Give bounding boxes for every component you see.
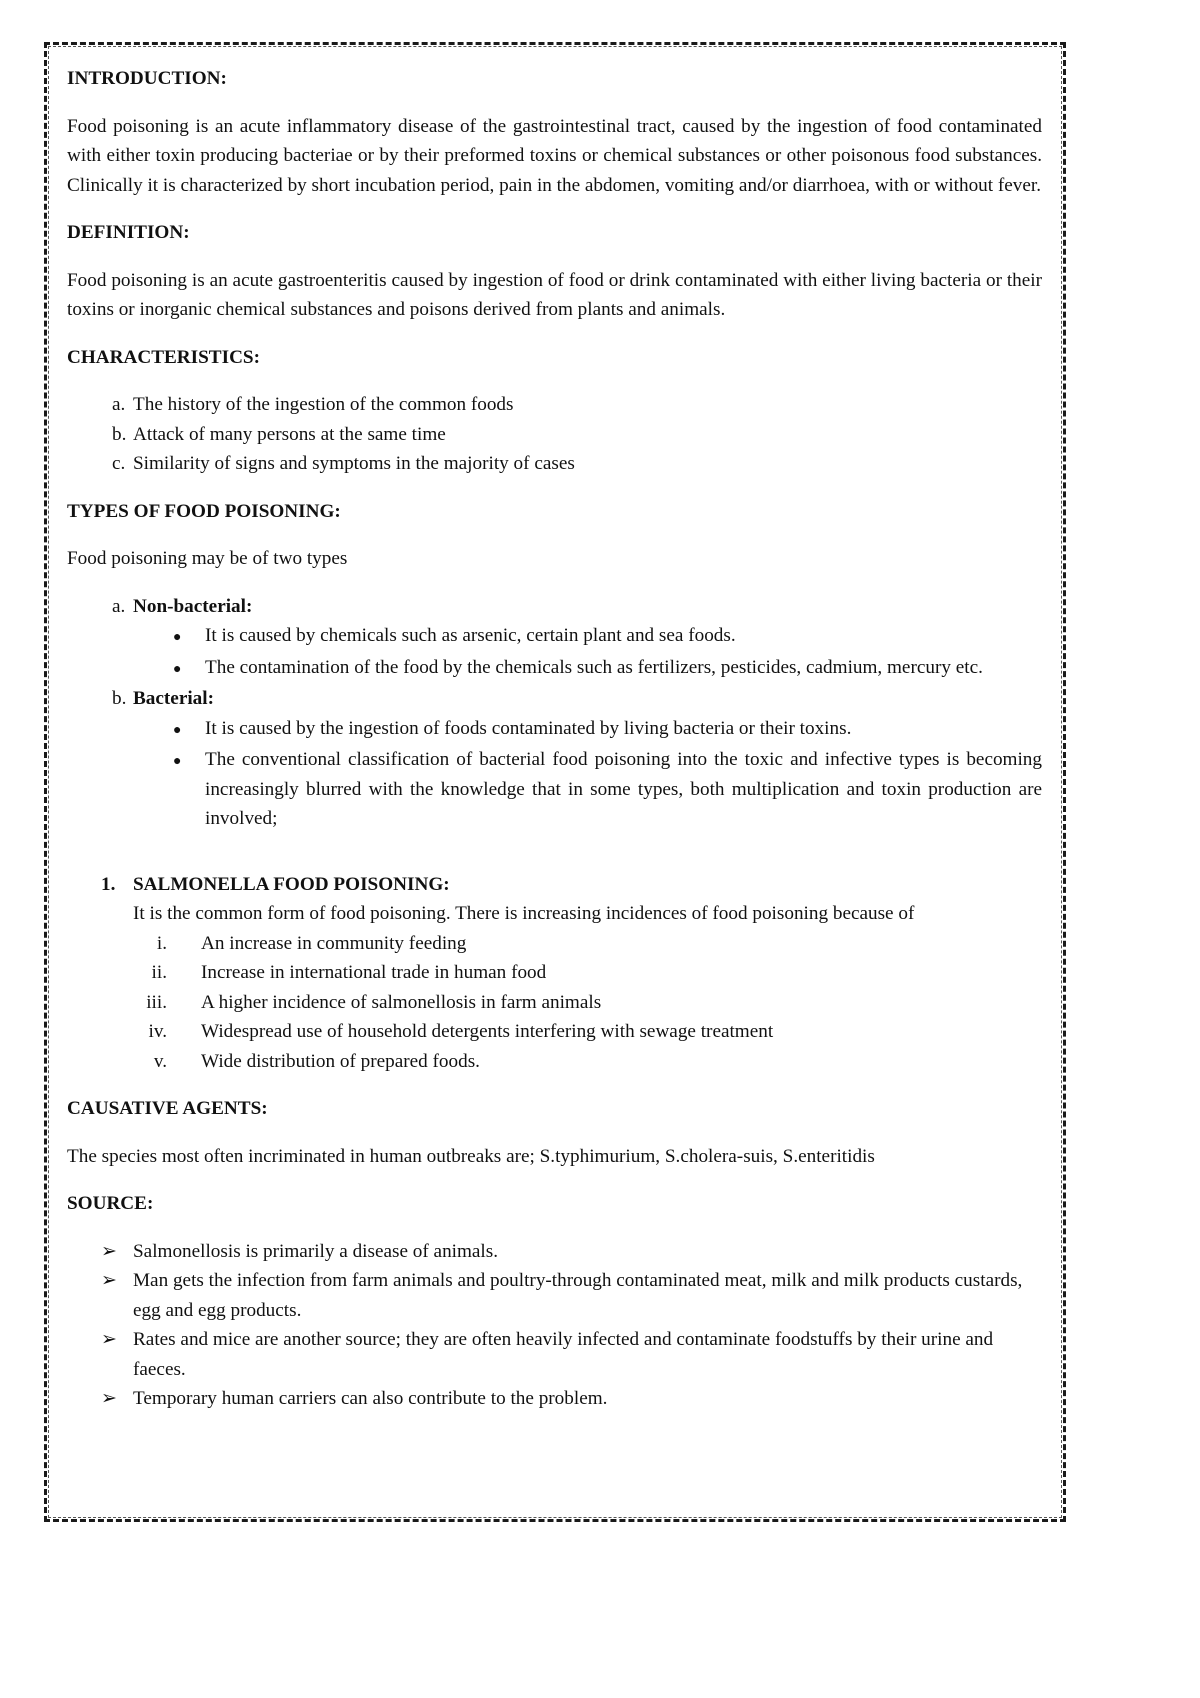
introduction-heading: INTRODUCTION: bbox=[67, 68, 227, 89]
list-item-text: The history of the ingestion of the common foods bbox=[133, 394, 514, 415]
bullet-item bbox=[67, 653, 1042, 685]
bullet-icon: ● bbox=[173, 630, 182, 645]
types-heading: TYPES OF FOOD POISONING: bbox=[67, 500, 341, 522]
list-item-text: Temporary human carriers can also contribute to the problem. bbox=[133, 1388, 608, 1409]
definition-paragraph: Food poisoning is an acute gastroenteritis caused by ingestion of food or drink contaminated with either living bacteria or their toxins or inorganic chemical substances and poisons derived from plants and animals. bbox=[67, 269, 1042, 320]
list-item-text: Attack of many persons at the same time bbox=[133, 423, 446, 445]
bullet-icon: ● bbox=[173, 754, 182, 769]
source-heading: SOURCE: bbox=[67, 1193, 154, 1214]
list-item bbox=[67, 929, 1042, 959]
list-item bbox=[67, 958, 1042, 988]
list-item-text: A higher incidence of salmonellosis in farm animals bbox=[201, 991, 602, 1013]
bullet-text: The conventional classification of bacterial food poisoning into the toxic and infective types is becoming increasingly blurred with the knowledge that in some types, both multiplication and toxin production are involved; bbox=[205, 749, 1042, 829]
characteristics-heading: CHARACTERISTICS: bbox=[67, 346, 260, 368]
non-bacterial-label: Non-bacterial: bbox=[133, 595, 253, 617]
list-item-text: Wide distribution of prepared foods. bbox=[201, 1050, 480, 1072]
salmonella-section bbox=[67, 870, 1042, 900]
types-intro: Food poisoning may be of two types bbox=[67, 548, 348, 569]
types-list-b bbox=[67, 684, 1042, 714]
list-item bbox=[67, 420, 1042, 450]
source-list bbox=[67, 1237, 1042, 1414]
document-body bbox=[67, 64, 1042, 1414]
list-item-text: Salmonellosis is primarily a disease of animals. bbox=[133, 1240, 499, 1262]
salmonella-paragraph: It is the common form of food poisoning. There is increasing incidences of food poisoning because of bbox=[133, 903, 915, 924]
arrow-bullet-icon: ➢ bbox=[101, 1388, 118, 1409]
list-item bbox=[67, 1047, 1042, 1077]
list-marker: iii. bbox=[146, 991, 167, 1013]
list-item bbox=[67, 1325, 1042, 1384]
list-item bbox=[67, 1266, 1042, 1325]
definition-heading: DEFINITION: bbox=[67, 222, 190, 243]
list-item-text: Similarity of signs and symptoms in the majority of cases bbox=[133, 453, 575, 474]
bullet-text: The contamination of the food by the chemicals such as fertilizers, pesticides, cadmium, mercury etc. bbox=[205, 656, 983, 678]
causative-agents-heading: CAUSATIVE AGENTS: bbox=[67, 1098, 268, 1119]
salmonella-heading: SALMONELLA FOOD POISONING: bbox=[133, 873, 450, 895]
list-item-non-bacterial bbox=[67, 592, 1042, 622]
characteristics-list bbox=[67, 390, 1042, 479]
causative-agents-paragraph: The species most often incriminated in human outbreaks are; S.typhimurium, S.cholera-suis, S.enteritidis bbox=[67, 1145, 875, 1167]
list-item bbox=[67, 1017, 1042, 1047]
list-item-bacterial bbox=[67, 684, 1042, 714]
arrow-bullet-icon: ➢ bbox=[101, 1329, 118, 1350]
list-item-text: Man gets the infection from farm animals and poultry-through contaminated meat, milk and milk products custards, egg and egg products. bbox=[133, 1270, 1023, 1321]
list-marker: ii. bbox=[151, 962, 167, 983]
bacterial-label: Bacterial: bbox=[133, 688, 214, 709]
bullet-item bbox=[67, 621, 1042, 653]
list-item bbox=[67, 988, 1042, 1018]
section-number: 1. bbox=[101, 873, 116, 895]
bacterial-bullets bbox=[67, 714, 1042, 834]
salmonella-heading-row bbox=[67, 870, 1042, 900]
bullet-text: It is caused by the ingestion of foods contaminated by living bacteria or their toxins. bbox=[205, 717, 852, 739]
bullet-icon: ● bbox=[173, 722, 182, 738]
bullet-icon: ● bbox=[173, 661, 182, 677]
list-item bbox=[67, 449, 1042, 479]
list-item-text: An increase in community feeding bbox=[201, 932, 467, 954]
arrow-bullet-icon: ➢ bbox=[101, 1270, 118, 1291]
list-item bbox=[67, 390, 1042, 420]
list-item bbox=[67, 1237, 1042, 1267]
list-marker: v. bbox=[153, 1050, 167, 1072]
list-marker: a. bbox=[112, 595, 126, 617]
list-marker: c. bbox=[112, 453, 126, 474]
list-marker: b. bbox=[112, 688, 127, 709]
bullet-text: It is caused by chemicals such as arsenic, certain plant and sea foods. bbox=[205, 625, 736, 646]
introduction-paragraph: Food poisoning is an acute inflammatory disease of the gastrointestinal tract, caused by the ingestion of food contaminated with either toxin producing bacteriae or by their preformed toxins or chemical substances or other poisonous food substances. Clinically it is characterized by short incubation period, pain in the abdomen, vomiting and/or diarrhoea, with or without fever. bbox=[67, 115, 1042, 196]
list-marker: iv. bbox=[148, 1021, 167, 1042]
list-item-text: Widespread use of household detergents interfering with sewage treatment bbox=[201, 1021, 774, 1042]
arrow-bullet-icon: ➢ bbox=[101, 1240, 118, 1262]
types-list bbox=[67, 592, 1042, 622]
list-marker: i. bbox=[156, 932, 167, 954]
list-marker: b. bbox=[112, 423, 127, 445]
bullet-item bbox=[67, 714, 1042, 746]
list-item-text: Rates and mice are another source; they are often heavily infected and contaminate foodstuffs by their urine and faeces. bbox=[133, 1329, 994, 1380]
list-item bbox=[67, 1384, 1042, 1414]
list-item-text: Increase in international trade in human food bbox=[201, 962, 547, 983]
non-bacterial-bullets bbox=[67, 621, 1042, 684]
bullet-item bbox=[67, 745, 1042, 834]
salmonella-reasons-list bbox=[67, 929, 1042, 1077]
list-marker: a. bbox=[112, 394, 126, 415]
